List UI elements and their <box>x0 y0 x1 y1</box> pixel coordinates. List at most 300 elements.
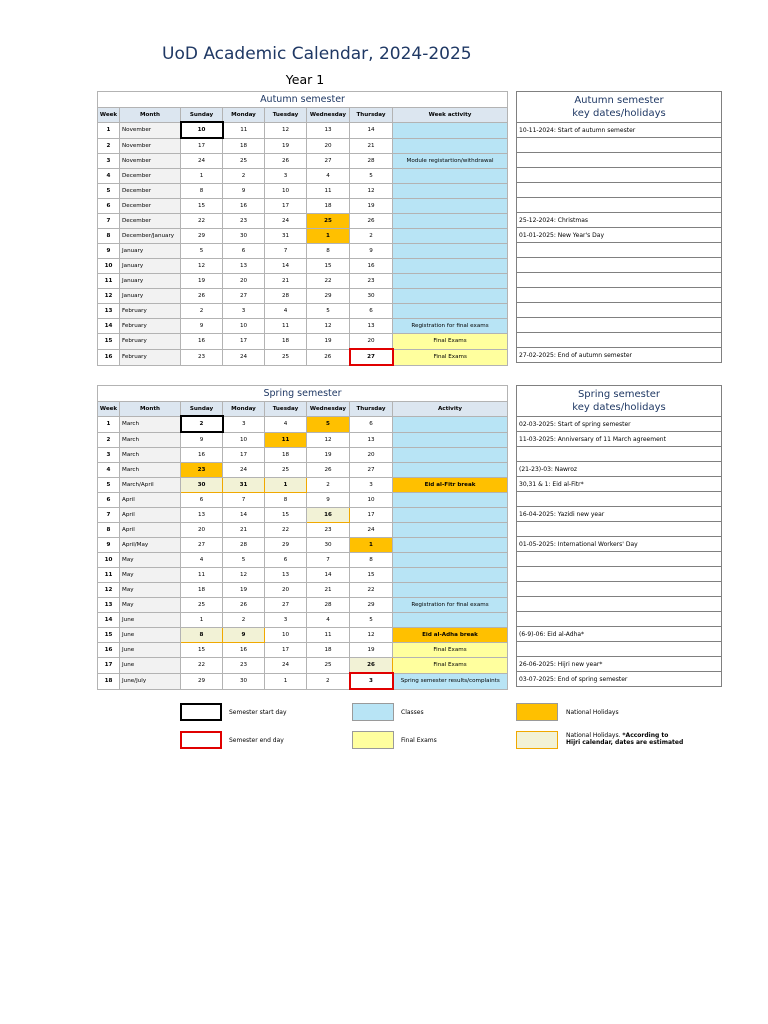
key-date-entry <box>517 273 722 288</box>
day-cell: 23 <box>223 214 265 229</box>
key-date-entry <box>517 642 722 657</box>
day-cell: 2 <box>181 416 223 432</box>
day-cell: 1 <box>265 673 307 689</box>
key-date-entry <box>517 492 722 507</box>
day-cell: 3 <box>350 673 393 689</box>
day-cell: 1 <box>265 478 307 493</box>
day-cell: 23 <box>181 349 223 365</box>
day-cell: 6 <box>223 244 265 259</box>
day-cell: 24 <box>223 349 265 365</box>
activity-cell <box>393 416 508 432</box>
day-cell: 13 <box>181 508 223 523</box>
activity-cell: Module registartion/withdrawal <box>393 154 508 169</box>
week-row <box>98 478 508 493</box>
day-cell: 8 <box>307 244 350 259</box>
key-date-entry <box>517 612 722 627</box>
month-cell: June <box>120 643 181 658</box>
week-number: 4 <box>98 169 120 184</box>
legend-start-label: Semester start day <box>229 709 287 716</box>
day-cell: 25 <box>265 349 307 365</box>
day-cell: 17 <box>223 334 265 350</box>
day-cell: 9 <box>223 628 265 643</box>
day-cell: 14 <box>307 568 350 583</box>
day-cell: 15 <box>350 568 393 583</box>
activity-cell <box>393 244 508 259</box>
day-cell: 26 <box>265 154 307 169</box>
month-cell: June <box>120 628 181 643</box>
day-cell: 11 <box>307 628 350 643</box>
activity-cell <box>393 432 508 448</box>
activity-cell <box>393 508 508 523</box>
week-number: 8 <box>98 523 120 538</box>
column-header: Week activity <box>393 108 508 123</box>
week-number: 13 <box>98 598 120 613</box>
column-header: Activity <box>393 402 508 417</box>
day-cell: 12 <box>223 568 265 583</box>
day-cell: 12 <box>307 319 350 334</box>
week-number: 7 <box>98 214 120 229</box>
day-cell: 23 <box>181 463 223 478</box>
week-number: 5 <box>98 184 120 199</box>
month-cell: April/May <box>120 538 181 553</box>
week-row <box>98 289 508 304</box>
week-number: 17 <box>98 658 120 674</box>
month-cell: December <box>120 214 181 229</box>
key-date-entry <box>517 198 722 213</box>
month-cell: March <box>120 463 181 478</box>
day-cell: 16 <box>181 448 223 463</box>
day-cell: 18 <box>307 199 350 214</box>
month-cell: May <box>120 598 181 613</box>
day-cell: 4 <box>265 416 307 432</box>
legend-end-swatch <box>180 731 222 749</box>
activity-cell <box>393 463 508 478</box>
week-row <box>98 493 508 508</box>
day-cell: 7 <box>223 493 265 508</box>
day-cell: 12 <box>265 122 307 138</box>
week-row <box>98 448 508 463</box>
day-cell: 2 <box>350 229 393 244</box>
key-date-entry: 03-07-2025: End of spring semester <box>517 672 722 687</box>
activity-cell <box>393 568 508 583</box>
autumn-calendar-table <box>97 91 508 366</box>
day-cell: 3 <box>265 169 307 184</box>
activity-cell <box>393 138 508 154</box>
day-cell: 20 <box>350 334 393 350</box>
column-header: Thursday <box>350 108 393 123</box>
month-cell: January <box>120 244 181 259</box>
activity-cell <box>393 538 508 553</box>
day-cell: 8 <box>350 553 393 568</box>
week-number: 16 <box>98 643 120 658</box>
month-cell: January <box>120 259 181 274</box>
day-cell: 4 <box>307 169 350 184</box>
legend-start-swatch <box>180 703 222 721</box>
week-row <box>98 244 508 259</box>
week-row <box>98 583 508 598</box>
week-number: 4 <box>98 463 120 478</box>
day-cell: 6 <box>350 304 393 319</box>
spring-key-dates-table <box>516 385 722 687</box>
week-number: 9 <box>98 538 120 553</box>
key-date-entry: 01-01-2025: New Year's Day <box>517 228 722 243</box>
day-cell: 25 <box>223 154 265 169</box>
day-cell: 17 <box>181 138 223 154</box>
day-cell: 30 <box>350 289 393 304</box>
month-cell: June <box>120 613 181 628</box>
week-number: 1 <box>98 416 120 432</box>
day-cell: 25 <box>181 598 223 613</box>
month-cell: November <box>120 138 181 154</box>
week-number: 6 <box>98 199 120 214</box>
week-number: 1 <box>98 122 120 138</box>
column-header: Sunday <box>181 402 223 417</box>
day-cell: 2 <box>307 478 350 493</box>
key-date-entry: 16-04-2025: Yazidi new year <box>517 507 722 522</box>
day-cell: 16 <box>223 643 265 658</box>
activity-cell <box>393 493 508 508</box>
day-cell: 22 <box>181 658 223 674</box>
day-cell: 19 <box>307 448 350 463</box>
week-number: 12 <box>98 289 120 304</box>
day-cell: 19 <box>307 334 350 350</box>
activity-cell: Final Exams <box>393 349 508 365</box>
autumn-key-dates-table <box>516 91 722 363</box>
key-date-entry: 27-02-2025: End of autumn semester <box>517 348 722 363</box>
key-date-entry: 26-06-2025: Hijri new year* <box>517 657 722 672</box>
column-header: Wednesday <box>307 108 350 123</box>
day-cell: 31 <box>223 478 265 493</box>
day-cell: 10 <box>350 493 393 508</box>
day-cell: 5 <box>307 416 350 432</box>
day-cell: 25 <box>307 214 350 229</box>
activity-cell <box>393 274 508 289</box>
activity-cell <box>393 184 508 199</box>
day-cell: 19 <box>350 199 393 214</box>
day-cell: 24 <box>223 463 265 478</box>
key-date-entry <box>517 567 722 582</box>
day-cell: 26 <box>181 289 223 304</box>
month-cell: January <box>120 274 181 289</box>
week-row <box>98 334 508 350</box>
day-cell: 18 <box>265 334 307 350</box>
day-cell: 12 <box>181 259 223 274</box>
day-cell: 20 <box>181 523 223 538</box>
day-cell: 4 <box>307 613 350 628</box>
column-header: Wednesday <box>307 402 350 417</box>
day-cell: 2 <box>223 613 265 628</box>
day-cell: 20 <box>223 274 265 289</box>
activity-cell: Spring semester results/complaints <box>393 673 508 689</box>
day-cell: 11 <box>265 432 307 448</box>
legend-hijri-label: National Holidays. *According to Hijri calendar, dates are estimated <box>566 732 684 746</box>
day-cell: 29 <box>181 229 223 244</box>
day-cell: 17 <box>223 448 265 463</box>
spring-calendar-table <box>97 385 508 690</box>
key-date-entry <box>517 303 722 318</box>
day-cell: 28 <box>307 598 350 613</box>
day-cell: 11 <box>307 184 350 199</box>
day-cell: 21 <box>265 274 307 289</box>
week-row <box>98 154 508 169</box>
day-cell: 26 <box>307 349 350 365</box>
activity-cell <box>393 448 508 463</box>
column-header: Monday <box>223 402 265 417</box>
key-date-entry: (6-9)-06: Eid al-Adha* <box>517 627 722 642</box>
day-cell: 10 <box>265 628 307 643</box>
day-cell: 12 <box>307 432 350 448</box>
year-label: Year 1 <box>285 72 325 87</box>
legend-national-swatch <box>516 703 558 721</box>
key-dates-title: Autumn semester key dates/holidays <box>517 92 722 123</box>
month-cell: May <box>120 553 181 568</box>
day-cell: 8 <box>265 493 307 508</box>
week-row <box>98 169 508 184</box>
day-cell: 2 <box>223 169 265 184</box>
week-row <box>98 138 508 154</box>
week-number: 13 <box>98 304 120 319</box>
legend-exams-swatch <box>352 731 394 749</box>
activity-cell <box>393 214 508 229</box>
day-cell: 28 <box>350 154 393 169</box>
month-cell: February <box>120 334 181 350</box>
legend-exams-label: Final Exams <box>401 737 437 744</box>
day-cell: 10 <box>223 319 265 334</box>
activity-cell <box>393 122 508 138</box>
column-header: Week <box>98 402 120 417</box>
day-cell: 21 <box>307 583 350 598</box>
week-row <box>98 538 508 553</box>
day-cell: 2 <box>307 673 350 689</box>
day-cell: 24 <box>265 214 307 229</box>
month-cell: January <box>120 289 181 304</box>
day-cell: 28 <box>223 538 265 553</box>
month-cell: May <box>120 583 181 598</box>
day-cell: 9 <box>181 432 223 448</box>
week-number: 16 <box>98 349 120 365</box>
day-cell: 3 <box>223 416 265 432</box>
day-cell: 23 <box>223 658 265 674</box>
day-cell: 30 <box>223 673 265 689</box>
activity-cell <box>393 169 508 184</box>
day-cell: 24 <box>265 658 307 674</box>
day-cell: 9 <box>223 184 265 199</box>
key-date-entry <box>517 258 722 273</box>
day-cell: 10 <box>223 432 265 448</box>
column-header: Tuesday <box>265 108 307 123</box>
month-cell: November <box>120 122 181 138</box>
legend-classes-label: Classes <box>401 709 424 716</box>
week-row <box>98 184 508 199</box>
activity-cell <box>393 304 508 319</box>
key-date-entry: (21-23)-03: Nawroz <box>517 462 722 477</box>
month-cell: June/July <box>120 673 181 689</box>
day-cell: 9 <box>350 244 393 259</box>
day-cell: 17 <box>350 508 393 523</box>
day-cell: 13 <box>223 259 265 274</box>
day-cell: 5 <box>223 553 265 568</box>
day-cell: 1 <box>181 613 223 628</box>
day-cell: 26 <box>350 214 393 229</box>
day-cell: 28 <box>265 289 307 304</box>
month-cell: March <box>120 416 181 432</box>
day-cell: 15 <box>181 199 223 214</box>
day-cell: 8 <box>181 628 223 643</box>
activity-cell: Final Exams <box>393 334 508 350</box>
month-cell: March <box>120 432 181 448</box>
month-cell: February <box>120 319 181 334</box>
day-cell: 8 <box>181 184 223 199</box>
key-date-entry: 25-12-2024: Christmas <box>517 213 722 228</box>
activity-cell: Final Exams <box>393 643 508 658</box>
day-cell: 23 <box>307 523 350 538</box>
month-cell: November <box>120 154 181 169</box>
day-cell: 16 <box>181 334 223 350</box>
month-cell: April <box>120 508 181 523</box>
day-cell: 21 <box>350 138 393 154</box>
day-cell: 13 <box>350 432 393 448</box>
day-cell: 27 <box>307 154 350 169</box>
day-cell: 19 <box>350 643 393 658</box>
day-cell: 5 <box>181 244 223 259</box>
month-cell: March/April <box>120 478 181 493</box>
week-row <box>98 199 508 214</box>
week-number: 14 <box>98 319 120 334</box>
day-cell: 20 <box>307 138 350 154</box>
week-number: 5 <box>98 478 120 493</box>
week-row <box>98 598 508 613</box>
activity-cell <box>393 199 508 214</box>
day-cell: 13 <box>265 568 307 583</box>
day-cell: 19 <box>265 138 307 154</box>
week-row <box>98 274 508 289</box>
day-cell: 11 <box>223 122 265 138</box>
month-cell: May <box>120 568 181 583</box>
day-cell: 18 <box>181 583 223 598</box>
day-cell: 20 <box>350 448 393 463</box>
week-number: 7 <box>98 508 120 523</box>
week-row <box>98 319 508 334</box>
day-cell: 24 <box>181 154 223 169</box>
week-number: 3 <box>98 154 120 169</box>
week-row <box>98 568 508 583</box>
day-cell: 18 <box>223 138 265 154</box>
key-date-entry <box>517 243 722 258</box>
activity-cell: Registration for final exams <box>393 598 508 613</box>
day-cell: 25 <box>307 658 350 674</box>
day-cell: 11 <box>181 568 223 583</box>
week-number: 2 <box>98 432 120 448</box>
month-cell: December <box>120 184 181 199</box>
day-cell: 5 <box>307 304 350 319</box>
day-cell: 14 <box>350 122 393 138</box>
month-cell: April <box>120 523 181 538</box>
month-cell: April <box>120 493 181 508</box>
activity-cell <box>393 289 508 304</box>
day-cell: 19 <box>223 583 265 598</box>
month-cell: June <box>120 658 181 674</box>
key-date-entry <box>517 288 722 303</box>
day-cell: 12 <box>350 184 393 199</box>
day-cell: 27 <box>350 349 393 365</box>
column-header: Week <box>98 108 120 123</box>
week-number: 8 <box>98 229 120 244</box>
week-row <box>98 122 508 138</box>
day-cell: 10 <box>181 122 223 138</box>
day-cell: 15 <box>307 259 350 274</box>
week-row <box>98 304 508 319</box>
day-cell: 4 <box>181 553 223 568</box>
week-number: 2 <box>98 138 120 154</box>
day-cell: 24 <box>350 523 393 538</box>
key-date-entry <box>517 183 722 198</box>
day-cell: 13 <box>307 122 350 138</box>
day-cell: 12 <box>350 628 393 643</box>
activity-cell: Registration for final exams <box>393 319 508 334</box>
day-cell: 21 <box>223 523 265 538</box>
week-row <box>98 349 508 365</box>
column-header: Sunday <box>181 108 223 123</box>
day-cell: 19 <box>181 274 223 289</box>
key-date-entry <box>517 153 722 168</box>
day-cell: 27 <box>223 289 265 304</box>
legend-classes-swatch <box>352 703 394 721</box>
day-cell: 3 <box>350 478 393 493</box>
week-number: 18 <box>98 673 120 689</box>
activity-cell <box>393 553 508 568</box>
week-row <box>98 214 508 229</box>
week-row <box>98 673 508 689</box>
day-cell: 17 <box>265 199 307 214</box>
day-cell: 1 <box>181 169 223 184</box>
key-date-entry <box>517 552 722 567</box>
day-cell: 7 <box>307 553 350 568</box>
week-number: 10 <box>98 553 120 568</box>
week-row <box>98 416 508 432</box>
day-cell: 22 <box>265 523 307 538</box>
key-date-entry: 01-05-2025: International Workers' Day <box>517 537 722 552</box>
week-number: 11 <box>98 274 120 289</box>
day-cell: 20 <box>265 583 307 598</box>
month-cell: March <box>120 448 181 463</box>
week-row <box>98 658 508 674</box>
day-cell: 18 <box>265 448 307 463</box>
day-cell: 18 <box>307 643 350 658</box>
activity-cell <box>393 613 508 628</box>
day-cell: 17 <box>265 643 307 658</box>
day-cell: 27 <box>265 598 307 613</box>
day-cell: 27 <box>350 463 393 478</box>
week-number: 14 <box>98 613 120 628</box>
day-cell: 6 <box>350 416 393 432</box>
day-cell: 15 <box>265 508 307 523</box>
activity-cell <box>393 523 508 538</box>
day-cell: 27 <box>181 538 223 553</box>
week-number: 12 <box>98 583 120 598</box>
month-cell: February <box>120 349 181 365</box>
day-cell: 22 <box>350 583 393 598</box>
week-row <box>98 229 508 244</box>
week-row <box>98 553 508 568</box>
day-cell: 14 <box>223 508 265 523</box>
day-cell: 22 <box>181 214 223 229</box>
week-number: 10 <box>98 259 120 274</box>
week-row <box>98 432 508 448</box>
day-cell: 16 <box>223 199 265 214</box>
key-date-entry <box>517 318 722 333</box>
key-date-entry <box>517 522 722 537</box>
day-cell: 4 <box>265 304 307 319</box>
